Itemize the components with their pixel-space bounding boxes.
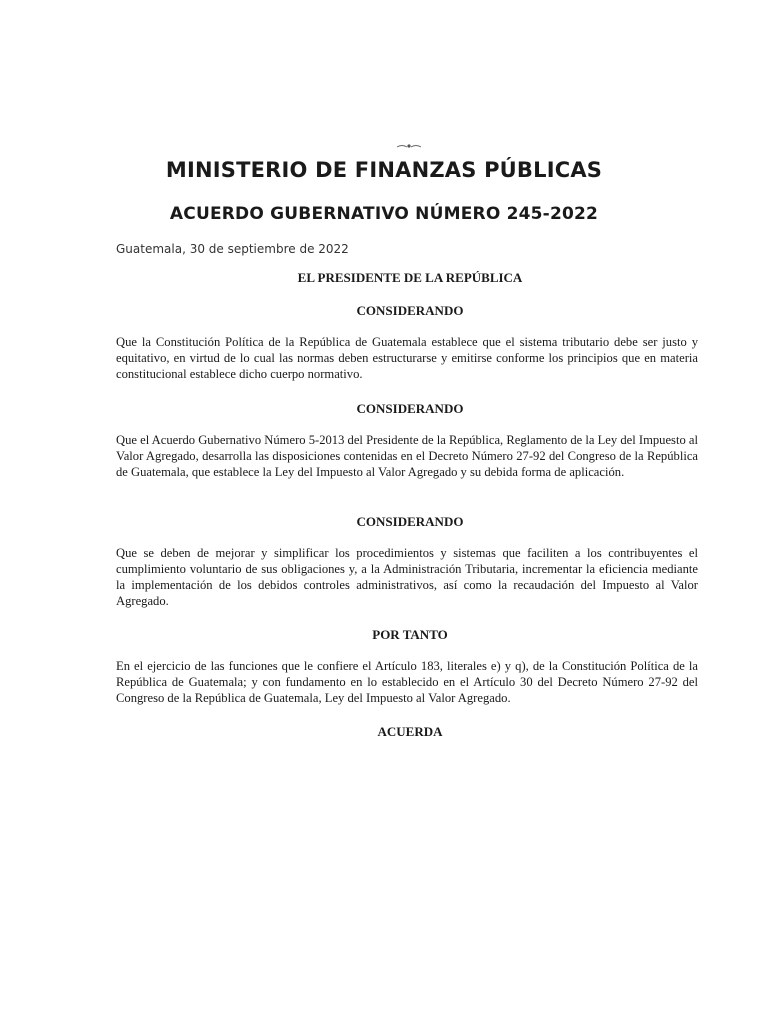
section-heading-3: CONSIDERANDO: [356, 514, 464, 529]
agreement-title: ACUERDO GUBERNATIVO NÚMERO 245-2022: [169, 204, 599, 224]
section-heading-4: POR TANTO: [372, 627, 448, 642]
section-text-2: Que el Acuerdo Gubernativo Número 5-2013 del Presidente de la República, Reglamento de la Ley del Impuesto al Valor Agregado, desarrolla las disposiciones contenidas en el Decreto Número 27-92 del Congreso de la República de Guatemala, que establece la Ley del Impuesto al Valor Agregado y su debida forma de aplicación.: [116, 433, 698, 479]
seal-mark-icon: [396, 141, 422, 151]
date-line: Guatemala, 30 de septiembre de 2022: [116, 242, 349, 256]
section-text-4: En el ejercicio de las funciones que le confiere el Artículo 183, literales e) y q), de la Constitución Política de la República de Guatemala; y con fundamento en lo establecido en el Artículo 30 del Decreto Número 27-92 del Congreso de la República de Guatemala, Ley del Impuesto al Valor Agregado.: [116, 659, 698, 705]
section-text-1: Que la Constitución Política de la República de Guatemala establece que el sistema tributario debe ser justo y equitativo, en virtud de lo cual las normas deben estructurarse y emitirse conforme los principios que en materia constitucional establece dicho cuerpo normativo.: [116, 335, 698, 381]
authority-heading: EL PRESIDENTE DE LA REPÚBLICA: [297, 270, 523, 285]
section-heading-2: CONSIDERANDO: [356, 401, 464, 416]
section-heading-1: CONSIDERANDO: [356, 303, 464, 318]
closing-heading: ACUERDA: [377, 724, 443, 739]
ministry-title: MINISTERIO DE FINANZAS PÚBLICAS: [165, 158, 603, 182]
section-text-3: Que se deben de mejorar y simplificar los procedimientos y sistemas que faciliten a los contribuyentes el cumplimiento voluntario de sus obligaciones y, a la Administración Tributaria, incrementar la eficiencia mediante la implementación de los debidos controles administrativos, así como la recaudación del Impuesto al Valor Agregado.: [116, 546, 698, 608]
